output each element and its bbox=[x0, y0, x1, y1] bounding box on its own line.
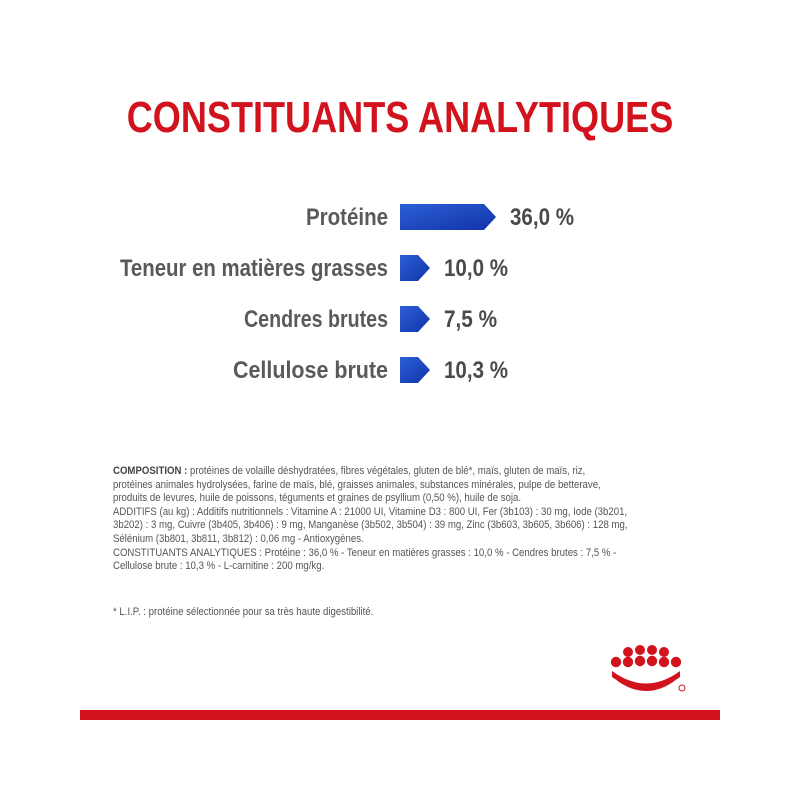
value-label: 36,0 % bbox=[510, 204, 574, 231]
composition-line: COMPOSITION : protéines de volaille déshydratées, fibres végétales, gluten de blé*, maïs, gluten de maïs, riz, bbox=[113, 465, 586, 477]
composition-line: produits de levures, huile de poissons, téguments et graines de psyllium (0,50 %), huile de soja. bbox=[113, 492, 522, 505]
analytical-constituents-chart bbox=[0, 180, 800, 410]
bar bbox=[400, 306, 430, 332]
footnote: * L.I.P. : protéine sélectionnée pour sa très haute digestibilité. bbox=[113, 606, 374, 618]
composition-line: 3b202) : 3 mg, Cuivre (3b405, 3b406) : 9 mg, Manganèse (3b502, 3b504) : 39 mg, Zinc (3b603, 3b605, 3b606) : 128 mg, bbox=[113, 519, 628, 532]
category-label: Cendres brutes bbox=[244, 306, 388, 333]
bar bbox=[400, 357, 430, 383]
category-label: Cellulose brute bbox=[233, 357, 388, 384]
composition-line: Cellulose brute : 10,3 % - L-carnitine : 200 mg/kg. bbox=[113, 560, 325, 573]
bar bbox=[400, 255, 430, 281]
category-label: Teneur en matières grasses bbox=[120, 255, 388, 282]
value-label: 7,5 % bbox=[444, 306, 497, 333]
composition-line: ADDITIFS (au kg) : Additifs nutritionnels : Vitamine A : 21000 UI, Vitamine D3 : 800 UI, Fer (3b103) : 30 mg, Iode (3b201, bbox=[113, 505, 628, 518]
value-label: 10,0 % bbox=[444, 255, 508, 282]
bar bbox=[400, 204, 496, 230]
composition-line: Sélénium (3b801, 3b811, 3b812) : 0,06 mg - Antioxygènes. bbox=[113, 532, 364, 545]
composition-line: protéines animales hydrolysées, farine de maïs, blé, graisses animales, substances minérales, pulpe de betterave, bbox=[113, 478, 601, 491]
bottom-bar bbox=[80, 710, 720, 720]
page-title: CONSTITUANTS ANALYTIQUES bbox=[126, 93, 674, 142]
composition-block bbox=[113, 465, 693, 574]
composition-line: CONSTITUANTS ANALYTIQUES : Protéine : 36,0 % - Teneur en matières grasses : 10,0 % - Cendres brutes : 7,5 % - bbox=[113, 546, 617, 559]
composition-heading: COMPOSITION : bbox=[113, 465, 188, 477]
category-label: Protéine bbox=[306, 204, 388, 231]
crown-icon bbox=[604, 644, 688, 696]
value-label: 10,3 % bbox=[444, 357, 508, 384]
